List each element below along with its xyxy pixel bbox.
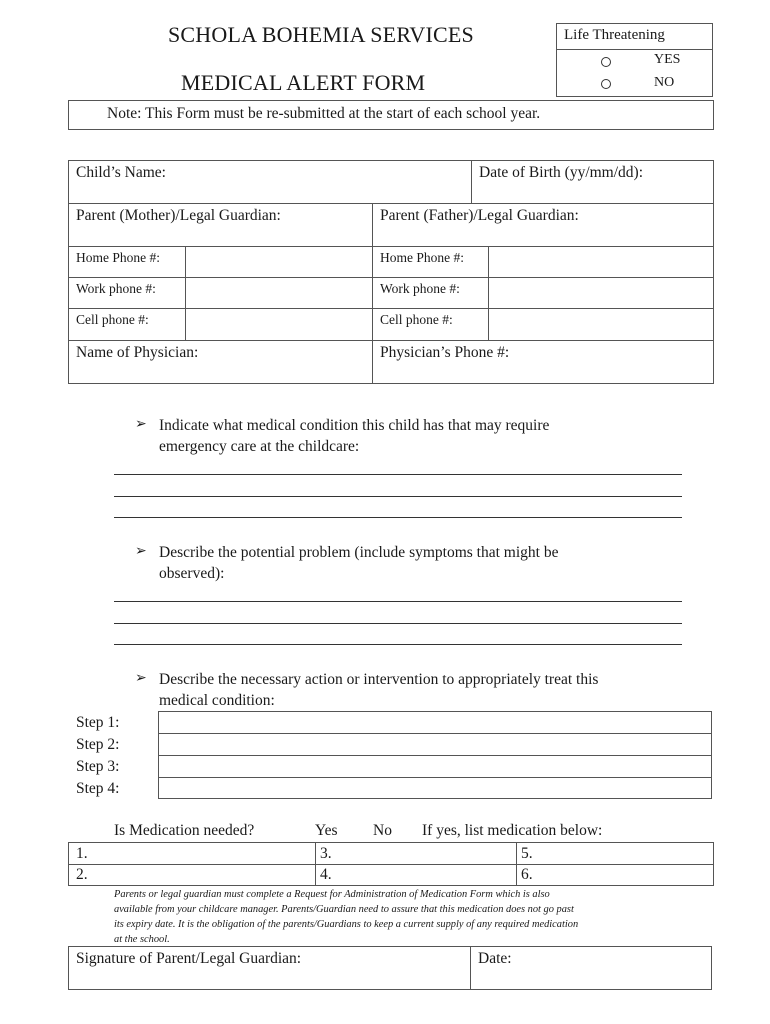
step-label: Step 2:	[76, 736, 120, 753]
dob-label: Date of Birth (yy/mm/dd):	[479, 164, 644, 181]
child-name-label: Child’s Name:	[76, 164, 166, 181]
life-threatening-label: Life Threatening	[564, 27, 665, 43]
note-text: Note: This Form must be re-submitted at the start of each school year.	[107, 105, 541, 122]
signature-date-cell[interactable]	[470, 946, 712, 990]
father-work-phone-label: Work phone #:	[380, 281, 460, 296]
signature-date-label: Date:	[478, 950, 512, 967]
org-name: SCHOLA BOHEMIA SERVICES	[168, 22, 474, 47]
q3-line1: Describe the necessary action or intervention to appropriately treat this	[159, 671, 599, 688]
mother-cell[interactable]	[68, 203, 373, 247]
yes-label: YES	[654, 52, 681, 67]
father-work-phone-field[interactable]	[488, 277, 714, 309]
step-field[interactable]	[158, 712, 711, 733]
mother-cell-phone-label-cell	[68, 308, 186, 341]
dob-cell[interactable]	[471, 160, 714, 204]
mother-home-phone-label: Home Phone #:	[76, 250, 160, 265]
father-work-phone-label-cell	[372, 277, 489, 309]
father-cell-phone-label: Cell phone #:	[380, 312, 453, 327]
arrow-bullet-icon: ➢	[135, 417, 147, 432]
disclaimer-line: available from your childcare manager. Parents/Guardian need to assure that this medication does not go past	[114, 904, 574, 915]
signature-label: Signature of Parent/Legal Guardian:	[76, 950, 302, 967]
q2-answer-line[interactable]	[114, 601, 682, 602]
child-name-cell[interactable]	[68, 160, 472, 204]
step-label: Step 1:	[76, 714, 120, 731]
q1-answer-line[interactable]	[114, 474, 682, 475]
q3-line2: medical condition:	[159, 692, 275, 709]
medication-field[interactable]: 3.	[320, 845, 332, 862]
arrow-bullet-icon: ➢	[135, 671, 147, 686]
medication-question: Is Medication needed?	[114, 822, 255, 839]
disclaimer-line: at the school.	[114, 934, 170, 945]
q2-line1: Describe the potential problem (include symptoms that might be	[159, 544, 559, 561]
mother-home-phone-label-cell	[68, 246, 186, 278]
father-cell-phone-label-cell	[372, 308, 489, 341]
no-radio[interactable]	[601, 79, 611, 89]
physician-phone-label: Physician’s Phone #:	[380, 344, 510, 361]
mother-cell-phone-label: Cell phone #:	[76, 312, 149, 327]
disclaimer-line: its expiry date. It is the obligation of the parents/Guardians to keep a current supply of any required medication	[114, 919, 579, 930]
physician-cell[interactable]	[68, 340, 373, 384]
q1-line2: emergency care at the childcare:	[159, 438, 360, 455]
step-label: Step 3:	[76, 758, 120, 775]
life-threatening-box	[556, 23, 713, 97]
no-label: NO	[654, 75, 675, 90]
father-home-phone-field[interactable]	[488, 246, 714, 278]
father-cell-phone-field[interactable]	[488, 308, 714, 341]
medication-field[interactable]: 2.	[76, 866, 88, 883]
step-field[interactable]	[158, 756, 711, 777]
medication-field[interactable]: 5.	[521, 845, 533, 862]
mother-work-phone-label: Work phone #:	[76, 281, 156, 296]
medication-field[interactable]: 1.	[76, 845, 88, 862]
mother-work-phone-field[interactable]	[185, 277, 373, 309]
disclaimer-line: Parents or legal guardian must complete a Request for Administration of Medication Form which is also	[114, 889, 550, 900]
physician-phone-cell[interactable]	[372, 340, 714, 384]
father-home-phone-label: Home Phone #:	[380, 250, 464, 265]
mother-cell-phone-field[interactable]	[185, 308, 373, 341]
mother-label: Parent (Mother)/Legal Guardian:	[76, 207, 281, 224]
step-label: Step 4:	[76, 780, 120, 797]
medication-instruction: If yes, list medication below:	[422, 822, 603, 839]
medication-no[interactable]: No	[373, 822, 392, 839]
q1-answer-line[interactable]	[114, 496, 682, 497]
step-field[interactable]	[158, 778, 711, 798]
arrow-bullet-icon: ➢	[135, 544, 147, 559]
father-cell[interactable]	[372, 203, 714, 247]
medication-field[interactable]: 6.	[521, 866, 533, 883]
father-home-phone-label-cell	[372, 246, 489, 278]
q1-line1: Indicate what medical condition this child has that may require	[159, 417, 550, 434]
form-title: MEDICAL ALERT FORM	[181, 70, 426, 95]
mother-work-phone-label-cell	[68, 277, 186, 309]
step-field[interactable]	[158, 734, 711, 755]
mother-home-phone-field[interactable]	[185, 246, 373, 278]
q2-answer-line[interactable]	[114, 644, 682, 645]
medication-field[interactable]: 4.	[320, 866, 332, 883]
q2-line2: observed):	[159, 565, 225, 582]
q1-answer-line[interactable]	[114, 517, 682, 518]
yes-radio[interactable]	[601, 57, 611, 67]
q2-answer-line[interactable]	[114, 623, 682, 624]
note-box	[68, 100, 714, 130]
medication-yes[interactable]: Yes	[315, 822, 338, 839]
signature-cell[interactable]	[68, 946, 471, 990]
father-label: Parent (Father)/Legal Guardian:	[380, 207, 579, 224]
physician-label: Name of Physician:	[76, 344, 199, 361]
